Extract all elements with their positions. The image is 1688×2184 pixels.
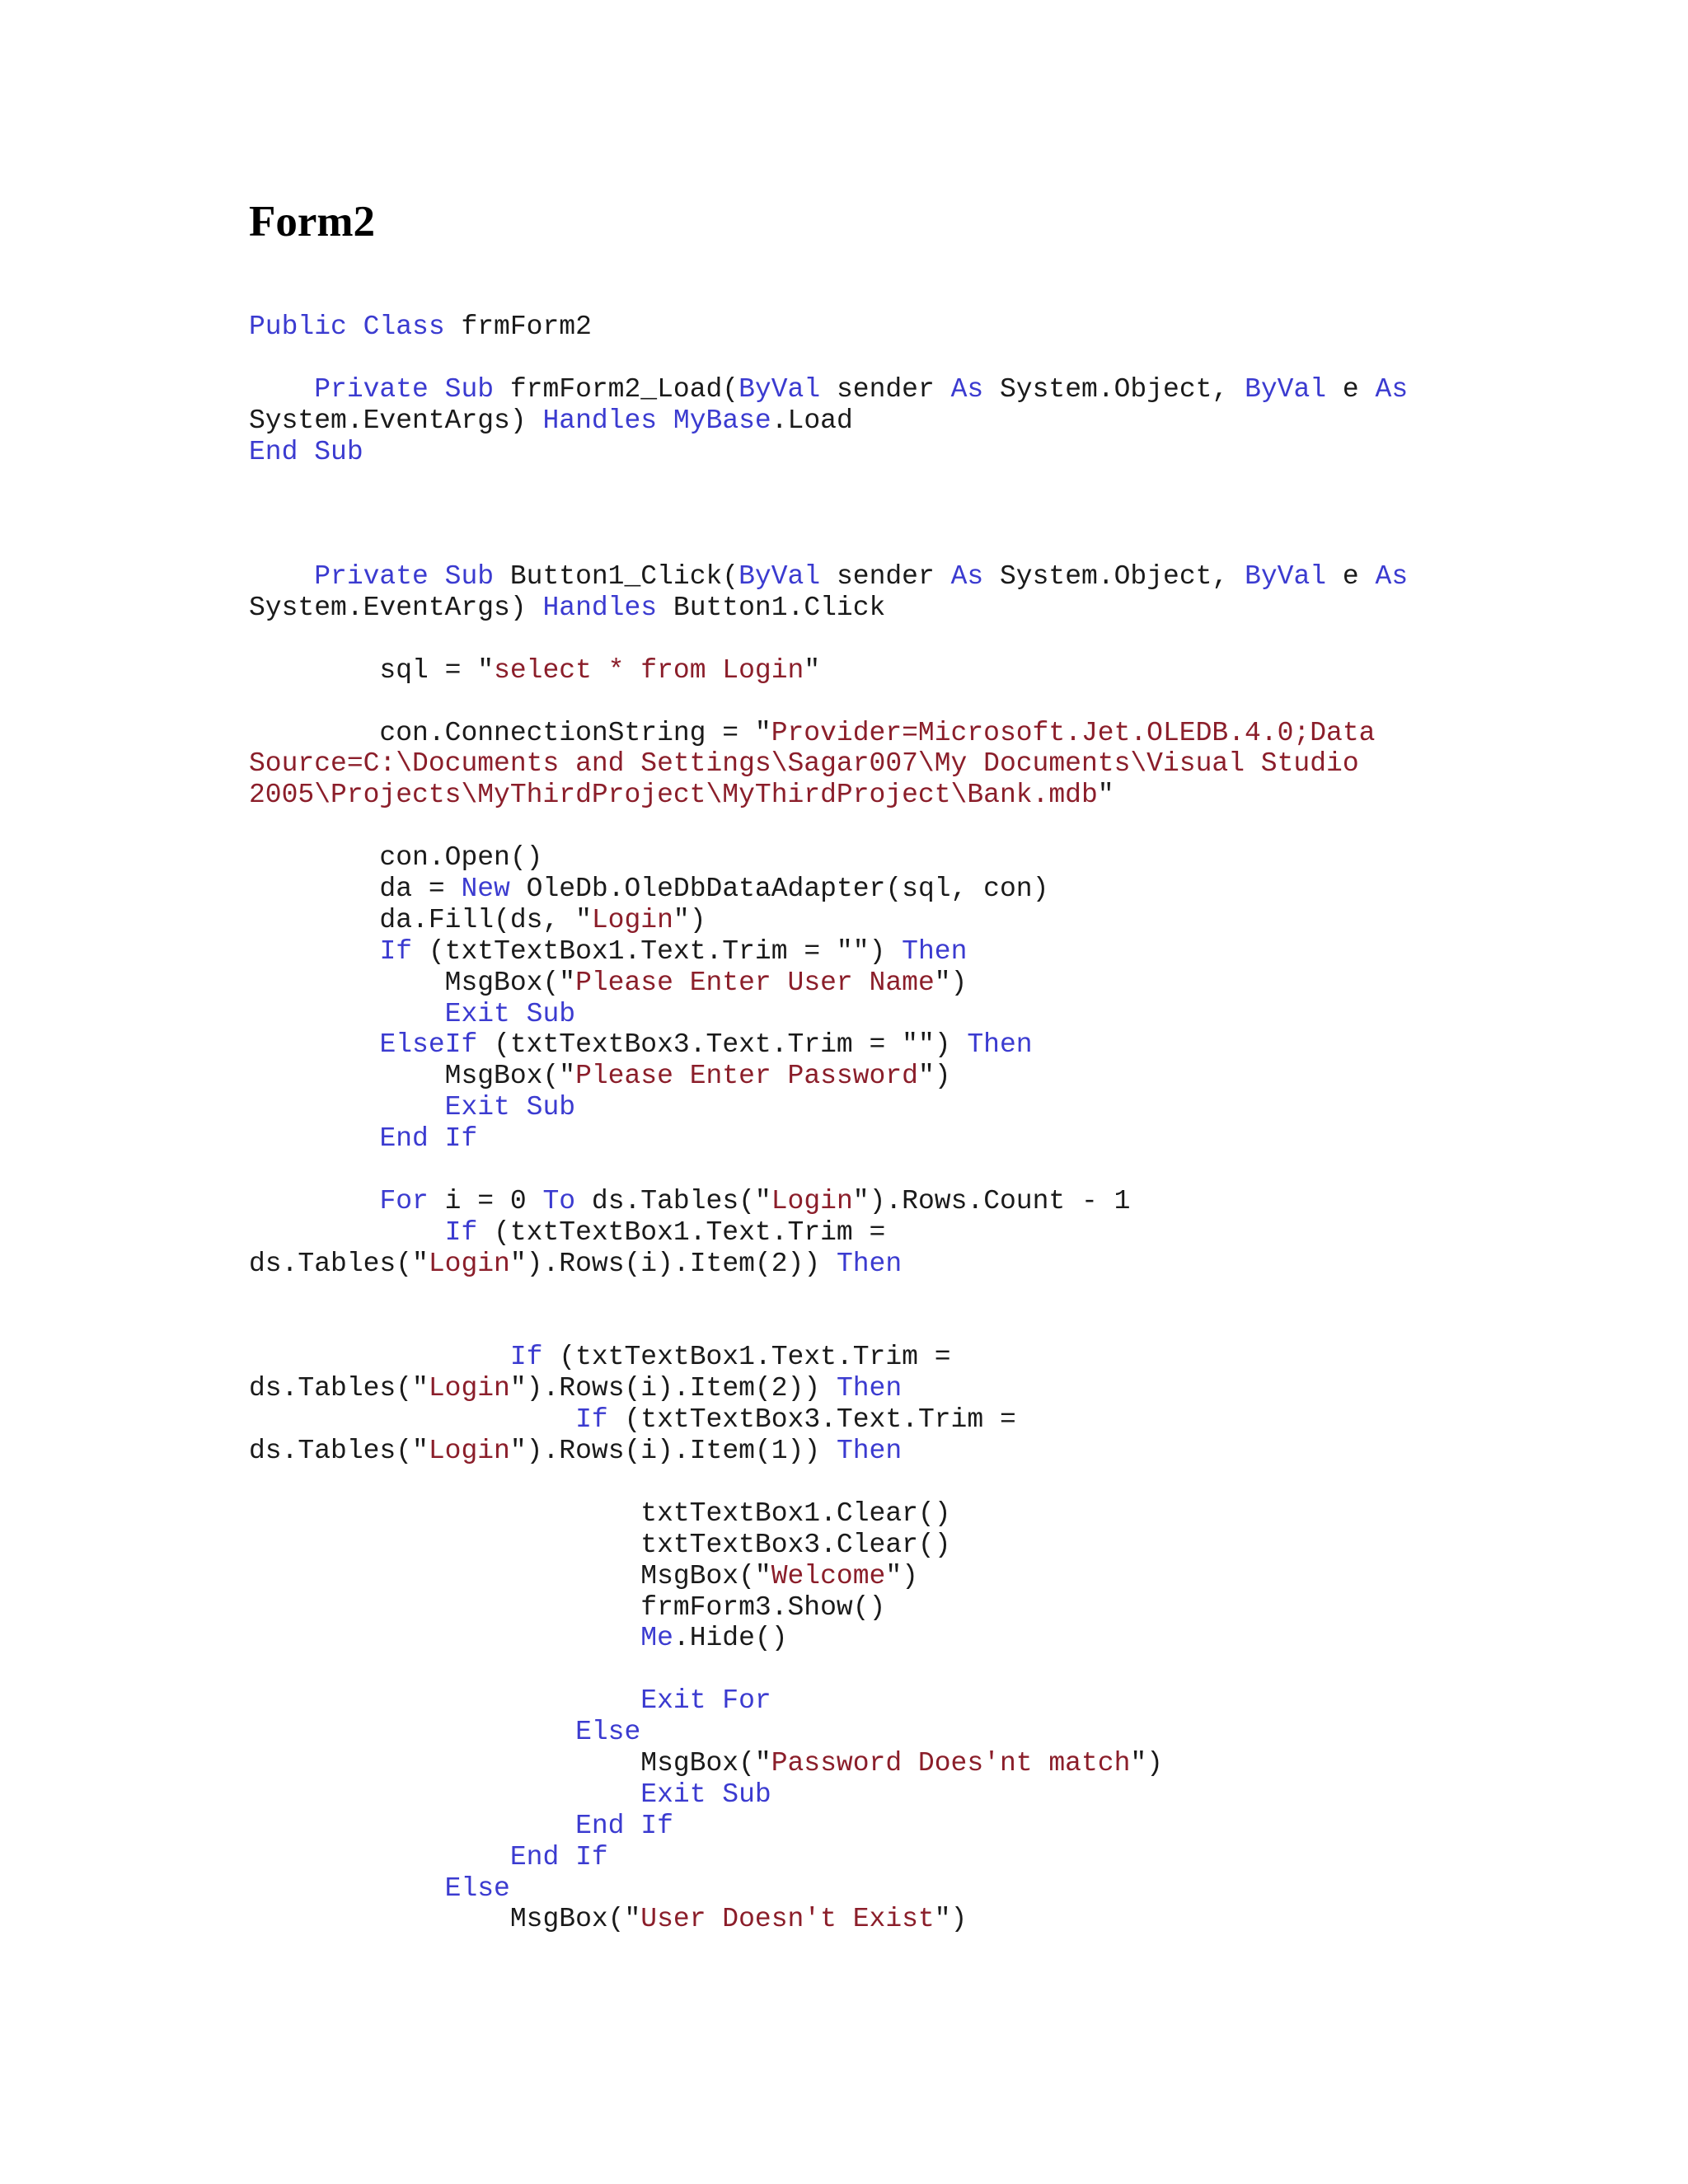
code-line bbox=[249, 718, 1667, 749]
code-text: ") bbox=[934, 1904, 968, 1935]
code-line bbox=[249, 1561, 1667, 1592]
code-string: Login bbox=[771, 1185, 853, 1216]
code-text: MsgBox(" bbox=[249, 1061, 576, 1092]
code-line bbox=[249, 1623, 1667, 1654]
code-text: da.Fill(ds, " bbox=[249, 904, 592, 935]
code-text: Button1_Click( bbox=[494, 561, 739, 593]
code-keyword: Me bbox=[640, 1623, 673, 1654]
code-text: OleDb.OleDbDataAdapter(sql, con) bbox=[509, 874, 1049, 905]
code-text: ").Rows(i).Item(2)) bbox=[509, 1373, 837, 1404]
code-string: Please Enter User Name bbox=[575, 967, 935, 998]
code-keyword: Exit Sub bbox=[444, 998, 576, 1029]
code-keyword: Public Class bbox=[249, 312, 445, 342]
code-keyword: End Sub bbox=[249, 436, 363, 467]
code-text bbox=[249, 1404, 575, 1435]
code-text: ") bbox=[885, 1560, 918, 1591]
code-keyword: ByVal bbox=[738, 561, 821, 593]
code-text: sender bbox=[820, 373, 951, 405]
code-keyword: As bbox=[950, 373, 984, 405]
code-text: MsgBox(" bbox=[249, 967, 576, 998]
code-string: 2005\Projects\MyThirdProject\MyThirdProject\Bank.mdb bbox=[249, 780, 1098, 811]
code-text: MsgBox(" bbox=[249, 1747, 771, 1779]
code-text bbox=[249, 936, 379, 967]
code-text: System.Object, bbox=[983, 373, 1245, 405]
code-text: System.EventArgs) bbox=[249, 593, 543, 624]
code-keyword: If bbox=[444, 1216, 478, 1248]
code-text: ds.Tables(" bbox=[249, 1436, 429, 1467]
code-text: sender bbox=[820, 561, 951, 593]
code-text bbox=[249, 1685, 640, 1716]
code-line bbox=[249, 1498, 1667, 1530]
code-keyword: ByVal bbox=[1245, 373, 1327, 405]
code-text bbox=[249, 1873, 445, 1904]
code-keyword: Else bbox=[575, 1717, 641, 1748]
code-keyword: If bbox=[379, 935, 413, 967]
code-keyword: If bbox=[509, 1342, 543, 1373]
code-string: User Doesn't Exist bbox=[640, 1904, 935, 1935]
code-text: " bbox=[804, 654, 821, 686]
code-string: Login bbox=[591, 904, 673, 935]
code-keyword: Private Sub bbox=[314, 561, 495, 593]
code-keyword: End If bbox=[379, 1123, 478, 1155]
code-keyword: If bbox=[575, 1404, 608, 1436]
code-text: .Load bbox=[771, 405, 853, 436]
code-line bbox=[249, 1873, 1667, 1905]
code-keyword: To bbox=[542, 1185, 576, 1216]
code-line bbox=[249, 999, 1667, 1030]
code-line bbox=[249, 1436, 1667, 1467]
code-text: frmForm2_Load( bbox=[494, 373, 739, 405]
code-keyword: Handles bbox=[542, 405, 658, 436]
code-text: frmForm2 bbox=[444, 312, 592, 342]
code-line bbox=[249, 1061, 1667, 1092]
code-text bbox=[249, 1217, 445, 1248]
code-line bbox=[249, 905, 1667, 936]
code-text: e bbox=[1326, 373, 1376, 405]
code-text: (txtTextBox3.Text.Trim = bbox=[607, 1404, 1016, 1436]
code-line bbox=[249, 1685, 1667, 1717]
code-line bbox=[249, 437, 1667, 468]
code-text: ") bbox=[673, 904, 706, 935]
code-text: MsgBox(" bbox=[249, 1560, 771, 1591]
code-line bbox=[249, 1811, 1667, 1842]
code-line bbox=[249, 1280, 1667, 1311]
code-text: ") bbox=[934, 967, 968, 998]
code-text: " bbox=[1097, 780, 1114, 811]
code-keyword: As bbox=[1375, 373, 1409, 405]
code-line bbox=[249, 1779, 1667, 1811]
code-text: i = 0 bbox=[428, 1185, 543, 1216]
code-text: .Hide() bbox=[673, 1623, 788, 1654]
code-keyword: ByVal bbox=[1245, 561, 1327, 593]
code-text: e bbox=[1326, 561, 1376, 593]
code-text: ds.Tables(" bbox=[249, 1373, 429, 1404]
code-line bbox=[249, 405, 1667, 437]
code-text: ds.Tables(" bbox=[575, 1185, 771, 1216]
code-line bbox=[249, 936, 1667, 968]
code-line bbox=[249, 1654, 1667, 1685]
code-keyword: Else bbox=[444, 1872, 510, 1904]
code-text: ").Rows(i).Item(2)) bbox=[509, 1248, 837, 1279]
code-text: (txtTextBox1.Text.Trim = "") bbox=[412, 935, 903, 967]
code-line bbox=[249, 1186, 1667, 1217]
code-keyword: Exit Sub bbox=[444, 1092, 576, 1123]
code-line bbox=[249, 1342, 1667, 1373]
code-line bbox=[249, 1217, 1667, 1249]
code-line bbox=[249, 1123, 1667, 1155]
code-line bbox=[249, 593, 1667, 624]
code-text bbox=[657, 405, 673, 436]
code-text: sql = " bbox=[249, 654, 495, 686]
code-line bbox=[249, 624, 1667, 655]
code-text: System.Object, bbox=[983, 561, 1245, 593]
code-keyword: Then bbox=[836, 1373, 903, 1404]
code-text: ").Rows(i).Item(1)) bbox=[509, 1436, 837, 1467]
code-keyword: As bbox=[950, 561, 984, 593]
code-string: Welcome bbox=[771, 1560, 886, 1591]
code-text bbox=[249, 561, 314, 592]
code-line bbox=[249, 748, 1667, 780]
code-line bbox=[249, 1092, 1667, 1123]
code-line bbox=[249, 1842, 1667, 1873]
code-line bbox=[249, 655, 1667, 687]
code-string: Login bbox=[428, 1248, 510, 1279]
code-listing bbox=[249, 312, 1667, 1935]
code-keyword: For bbox=[379, 1185, 429, 1216]
code-keyword: End If bbox=[509, 1841, 608, 1872]
code-line bbox=[249, 1029, 1667, 1061]
code-line bbox=[249, 343, 1667, 374]
code-keyword: ByVal bbox=[738, 373, 821, 405]
code-line bbox=[249, 968, 1667, 999]
code-keyword: End If bbox=[575, 1810, 673, 1841]
code-line bbox=[249, 530, 1667, 561]
code-line bbox=[249, 874, 1667, 905]
code-string: Provider=Microsoft.Jet.OLEDB.4.0;Data bbox=[771, 717, 1376, 748]
code-text bbox=[249, 1186, 379, 1216]
code-line bbox=[249, 1373, 1667, 1404]
code-line bbox=[249, 1748, 1667, 1779]
code-keyword: Then bbox=[902, 935, 968, 967]
code-keyword: As bbox=[1375, 561, 1409, 593]
code-text: ") bbox=[1130, 1747, 1163, 1779]
code-keyword: Then bbox=[967, 1029, 1033, 1061]
code-keyword: Exit For bbox=[640, 1685, 771, 1717]
code-keyword: ElseIf bbox=[379, 1029, 478, 1061]
code-line bbox=[249, 1904, 1667, 1935]
code-text bbox=[249, 1842, 510, 1872]
code-string: Please Enter Password bbox=[575, 1061, 918, 1092]
code-line bbox=[249, 1249, 1667, 1280]
code-text bbox=[249, 374, 314, 405]
code-text bbox=[249, 999, 445, 1029]
code-line bbox=[249, 467, 1667, 499]
code-text: con.ConnectionString = " bbox=[249, 717, 771, 748]
code-text: Button1.Click bbox=[657, 593, 886, 624]
code-keyword: Handles bbox=[542, 593, 658, 624]
code-line bbox=[249, 499, 1667, 530]
code-text bbox=[249, 1029, 379, 1060]
code-keyword: MyBase bbox=[673, 405, 771, 436]
code-text: (txtTextBox3.Text.Trim = "") bbox=[477, 1029, 968, 1061]
code-text: (txtTextBox1.Text.Trim = bbox=[477, 1216, 886, 1248]
code-keyword: New bbox=[461, 874, 510, 905]
code-text: ds.Tables(" bbox=[249, 1248, 429, 1279]
code-line bbox=[249, 1404, 1667, 1436]
code-string: select * from Login bbox=[494, 654, 804, 686]
code-keyword: Then bbox=[836, 1436, 903, 1467]
code-line bbox=[249, 1592, 1667, 1624]
code-line bbox=[249, 842, 1667, 874]
code-text: System.EventArgs) bbox=[249, 405, 543, 436]
code-line bbox=[249, 561, 1667, 593]
code-text bbox=[249, 1342, 510, 1372]
page-title: Form2 bbox=[249, 198, 376, 246]
code-text bbox=[249, 1092, 445, 1122]
code-text bbox=[249, 1623, 640, 1653]
code-line bbox=[249, 1467, 1667, 1498]
code-keyword: Then bbox=[836, 1248, 903, 1279]
code-text: frmForm3.Show() bbox=[249, 1591, 886, 1623]
code-text: ").Rows.Count - 1 bbox=[852, 1185, 1131, 1216]
code-text: ") bbox=[917, 1061, 951, 1092]
code-string: Source=C:\Documents and Settings\Sagar007\My Documents\Visual Studio bbox=[249, 748, 1359, 780]
code-text: (txtTextBox1.Text.Trim = bbox=[542, 1342, 951, 1373]
code-text: da = bbox=[249, 874, 462, 905]
code-line bbox=[249, 780, 1667, 811]
code-keyword: Private Sub bbox=[314, 373, 495, 405]
code-line bbox=[249, 811, 1667, 842]
code-line bbox=[249, 374, 1667, 405]
code-line bbox=[249, 312, 1667, 343]
code-text: MsgBox(" bbox=[249, 1904, 641, 1935]
code-line bbox=[249, 687, 1667, 718]
code-text: con.Open() bbox=[249, 842, 543, 874]
code-keyword: Exit Sub bbox=[640, 1779, 771, 1810]
code-line bbox=[249, 1311, 1667, 1343]
code-text bbox=[249, 1779, 640, 1810]
code-string: Login bbox=[428, 1436, 510, 1467]
code-text: txtTextBox3.Clear() bbox=[249, 1529, 951, 1560]
code-string: Password Does'nt match bbox=[771, 1747, 1131, 1779]
code-text bbox=[249, 1123, 379, 1154]
code-line bbox=[249, 1155, 1667, 1186]
code-line bbox=[249, 1530, 1667, 1561]
code-string: Login bbox=[428, 1373, 510, 1404]
code-line bbox=[249, 1717, 1667, 1748]
code-text: txtTextBox1.Clear() bbox=[249, 1497, 951, 1529]
code-text bbox=[249, 1717, 575, 1747]
code-text bbox=[249, 1811, 575, 1841]
